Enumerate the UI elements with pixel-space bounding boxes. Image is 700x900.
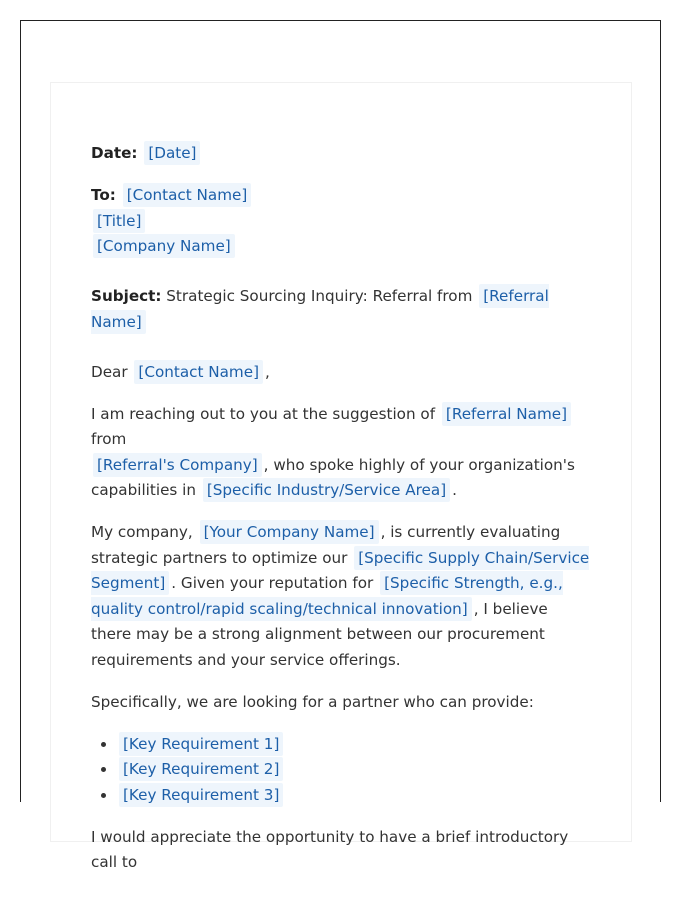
para1-text-2: from: [91, 430, 127, 448]
service-area-placeholder[interactable]: [Specific Industry/Service Area]: [203, 478, 450, 502]
list-item: [117, 757, 591, 783]
list-item: [117, 732, 591, 758]
recipient-block: [91, 183, 591, 260]
requirement-1-placeholder[interactable]: [Key Requirement 1]: [119, 732, 283, 756]
letter-body: [91, 141, 591, 876]
greeting-name-placeholder[interactable]: [Contact Name]: [134, 360, 263, 384]
referral-name-placeholder[interactable]: [Referral Name]: [442, 402, 571, 426]
greeting: [91, 360, 591, 386]
page-frame: [20, 20, 661, 871]
para2-text-4: , I believe there may be a strong alignment between our procurement requirements and your service offerings.: [91, 599, 548, 669]
requirements-list: [91, 732, 591, 809]
requirement-2-placeholder[interactable]: [Key Requirement 2]: [119, 757, 283, 781]
para1-text-3: , who spoke highly of your organization's capabilities in: [91, 455, 575, 499]
date-placeholder[interactable]: [Date]: [144, 141, 200, 165]
greeting-prefix: Dear: [91, 362, 128, 381]
recipient-name-placeholder[interactable]: [Contact Name]: [123, 183, 252, 207]
paragraph-company: [91, 520, 591, 673]
subject-label: Subject:: [91, 287, 162, 305]
date-line: [91, 141, 591, 167]
segment-placeholder[interactable]: [Specific Supply Chain/Service Segment]: [91, 546, 589, 596]
your-company-placeholder[interactable]: [Your Company Name]: [200, 520, 379, 544]
letter-document: [50, 82, 632, 871]
recipient-company-placeholder[interactable]: [Company Name]: [93, 234, 235, 258]
recipient-title-placeholder[interactable]: [Title]: [93, 209, 145, 233]
subject-line: [91, 284, 591, 335]
para2-text-3: . Given your reputation for: [171, 574, 374, 592]
para1-text-4: .: [452, 481, 457, 499]
subject-text: Strategic Sourcing Inquiry: Referral from: [166, 287, 473, 305]
para2-text-2: , is currently evaluating strategic partners to optimize our: [91, 523, 561, 567]
subject-referral-placeholder[interactable]: [Referral Name]: [91, 284, 549, 334]
date-label: Date:: [91, 144, 138, 162]
to-label: To:: [91, 186, 116, 204]
paragraph-closing: I would appreciate the opportunity to have a brief introductory call to: [91, 827, 569, 871]
referral-company-placeholder[interactable]: [Referral's Company]: [93, 453, 262, 477]
greeting-suffix: ,: [265, 362, 270, 381]
strength-placeholder[interactable]: [Specific Strength, e.g., quality control/rapid scaling/technical innovation]: [91, 571, 563, 621]
para2-text-1: My company,: [91, 523, 193, 541]
paragraph-requirements-intro: Specifically, we are looking for a partner who can provide:: [91, 692, 534, 711]
list-item: [117, 783, 591, 809]
paragraph-referral: [91, 402, 591, 504]
requirement-3-placeholder[interactable]: [Key Requirement 3]: [119, 783, 283, 807]
para1-text-1: I am reaching out to you at the suggestion of: [91, 404, 436, 423]
